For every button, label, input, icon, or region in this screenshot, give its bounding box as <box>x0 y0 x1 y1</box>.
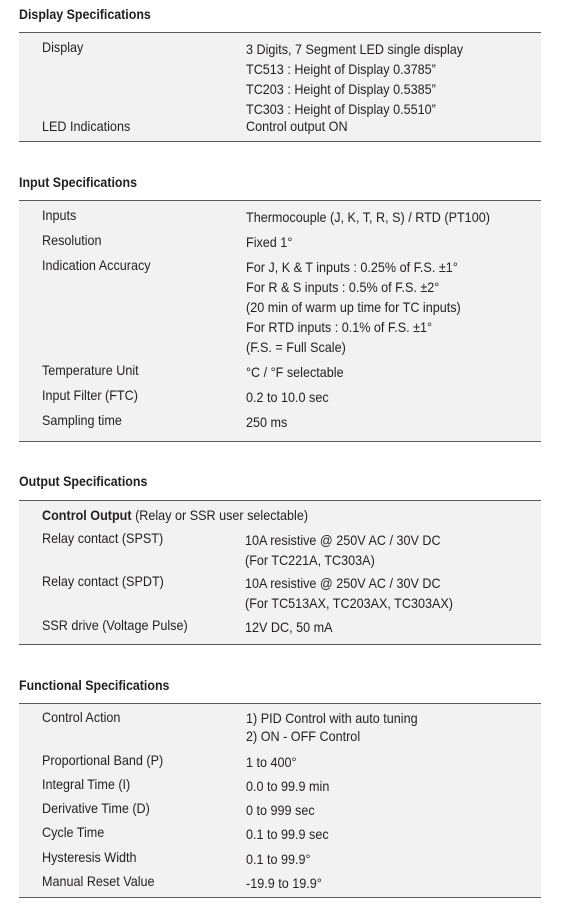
spec-label: Inputs <box>42 207 77 223</box>
spec-value: 0.2 to 10.0 sec <box>246 389 329 405</box>
spec-value: For J, K & T inputs : 0.25% of F.S. ±1° For R & S inputs : 0.5% of F.S. ±2° (20 min of warm up time for TC inputs) For RTD inputs : 0.1% of F.S. ±1° (F.S. = Full Scale) <box>246 259 461 355</box>
spec-value: Control output ON <box>246 118 348 134</box>
spec-value: 1 to 400° <box>246 754 297 770</box>
spec-label: Relay contact (SPDT) <box>42 573 164 589</box>
spec-value: Fixed 1° <box>246 234 293 250</box>
control-output-label <box>42 507 308 523</box>
display-specs-table <box>19 32 541 142</box>
input-specs-table <box>19 200 541 442</box>
spec-label: Control Action <box>42 709 121 725</box>
spec-label: Indication Accuracy <box>42 257 151 273</box>
output-specs-table <box>19 500 541 645</box>
spec-label: Temperature Unit <box>42 362 139 378</box>
spec-label: Relay contact (SPST) <box>42 530 164 546</box>
spec-label: Hysteresis Width <box>42 849 137 865</box>
input-specs-heading: Input Specifications <box>19 175 138 190</box>
spec-value: °C / °F selectable <box>246 364 344 380</box>
functional-specs-table <box>19 703 541 898</box>
spec-value: 10A resistive @ 250V AC / 30V DC (For TC221A, TC303A) <box>245 532 441 568</box>
output-specs-heading: Output Specifications <box>19 474 148 489</box>
functional-specs-heading: Functional Specifications <box>19 678 170 693</box>
spec-label: Derivative Time (D) <box>42 800 150 816</box>
spec-value: 1) PID Control with auto tuning 2) ON - OFF Control <box>246 710 418 744</box>
spec-value: -19.9 to 19.9° <box>246 875 322 891</box>
spec-value: Thermocouple (J, K, T, R, S) / RTD (PT100) <box>246 209 490 225</box>
spec-value: 3 Digits, 7 Segment LED single display TC513 : Height of Display 0.3785” TC203 : Height of Display 0.5385” TC303 : Height of Display 0.5510” <box>246 41 464 117</box>
spec-label: Display <box>42 39 84 55</box>
spec-label: Input Filter (FTC) <box>42 387 138 403</box>
spec-value: 250 ms <box>246 414 288 430</box>
spec-value: 10A resistive @ 250V AC / 30V DC (For TC513AX, TC203AX, TC303AX) <box>245 575 453 611</box>
spec-value: 0.0 to 99.9 min <box>246 778 330 794</box>
spec-label: Resolution <box>42 232 102 248</box>
spec-label: LED Indications <box>42 118 131 134</box>
spec-label: SSR drive (Voltage Pulse) <box>42 617 188 633</box>
spec-label: Proportional Band (P) <box>42 752 164 768</box>
spec-value: 0.1 to 99.9° <box>246 851 311 867</box>
spec-value: 12V DC, 50 mA <box>245 619 333 635</box>
spec-value: 0 to 999 sec <box>246 802 315 818</box>
spec-label: Integral Time (I) <box>42 776 131 792</box>
control-output-bold: Control Output <box>42 507 132 523</box>
spec-label: Manual Reset Value <box>42 873 155 889</box>
spec-value: 0.1 to 99.9 sec <box>246 826 329 842</box>
control-output-note: (Relay or SSR user selectable) <box>131 507 309 523</box>
display-specs-heading: Display Specifications <box>19 7 151 22</box>
spec-label: Sampling time <box>42 412 122 428</box>
spec-label: Cycle Time <box>42 824 105 840</box>
